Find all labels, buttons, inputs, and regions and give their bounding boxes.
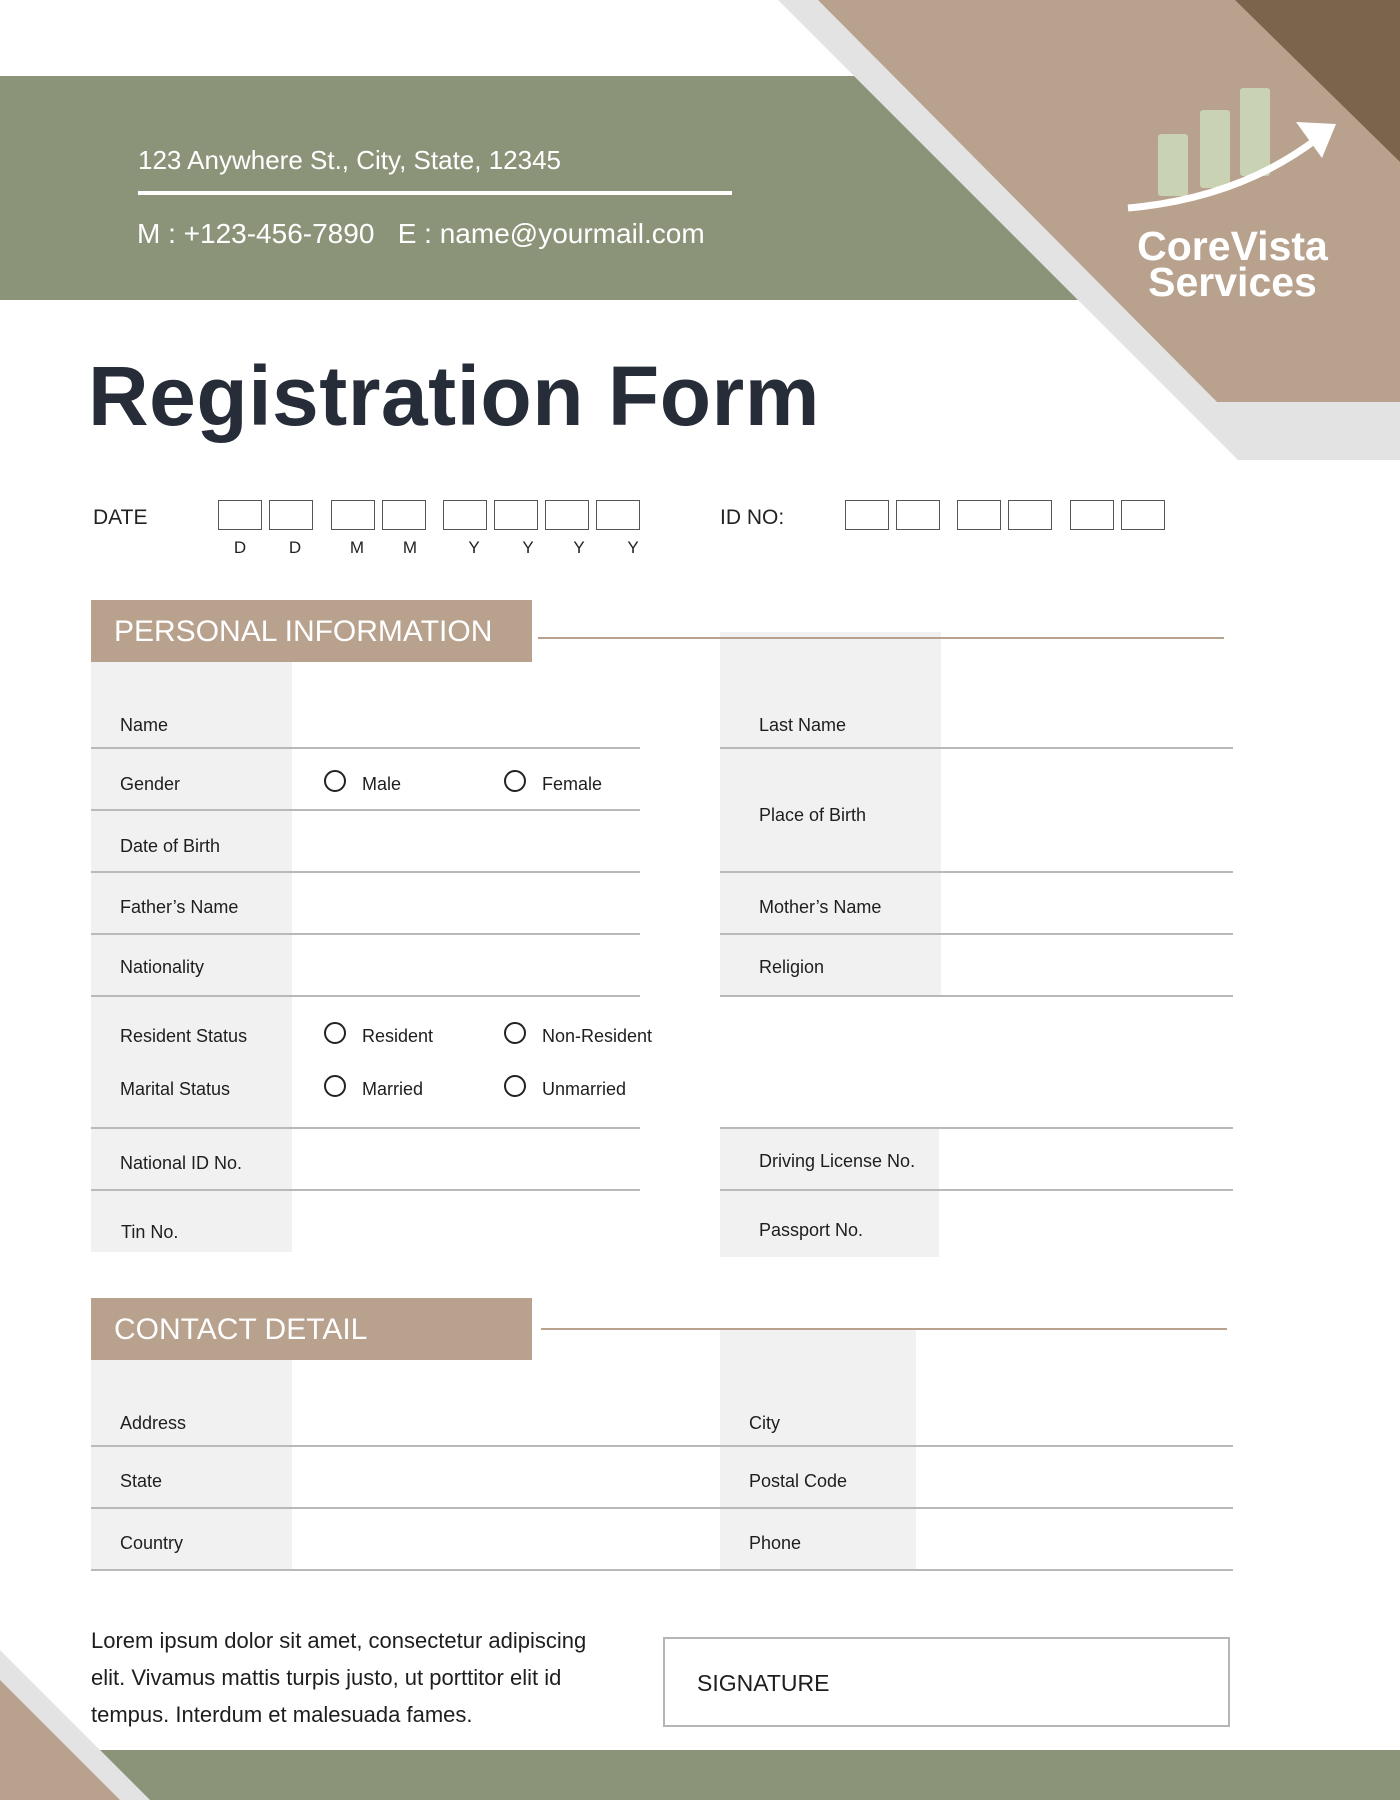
id-box-4[interactable] <box>1008 500 1052 530</box>
non-resident-option: Non-Resident <box>542 1026 653 1046</box>
logo-name-line2: Services <box>1148 259 1317 305</box>
non-resident-radio[interactable] <box>504 1022 526 1044</box>
field-underline <box>91 1445 1233 1447</box>
date-month-box-2[interactable] <box>382 500 426 530</box>
passport-input[interactable] <box>939 1200 1233 1252</box>
date-box-hint: D <box>288 538 302 557</box>
disclaimer-text: Lorem ipsum dolor sit amet, consectetur adipiscing elit. Vivamus mattis turpis justo, ut porttitor elit id tempus. Interdum et malesuada fames. <box>91 1628 587 1727</box>
address-input[interactable] <box>292 1398 720 1444</box>
bar-chart-growth-arrow-icon <box>1120 80 1350 220</box>
gender-female-option: Female <box>542 774 603 794</box>
date-year-box-1[interactable] <box>443 500 487 530</box>
field-underline <box>91 871 640 873</box>
national-id-input[interactable] <box>292 1138 640 1188</box>
resident-radio[interactable] <box>324 1022 346 1044</box>
mothers-name-label: Mother’s Name <box>759 897 882 917</box>
date-box-hint: M <box>349 538 365 557</box>
nationality-input[interactable] <box>292 944 640 994</box>
id-box-1[interactable] <box>845 500 889 530</box>
driving-license-label: Driving License No. <box>759 1151 916 1171</box>
date-day-box-2[interactable] <box>269 500 313 530</box>
date-box-hint: D <box>233 538 247 557</box>
phone-input[interactable] <box>916 1518 1233 1568</box>
field-underline <box>91 933 640 935</box>
date-box-hint: Y <box>627 538 639 557</box>
field-underline <box>91 1569 1233 1571</box>
id-box-6[interactable] <box>1121 500 1165 530</box>
signature-label: SIGNATURE <box>697 1670 830 1696</box>
gender-female-radio[interactable] <box>504 770 526 792</box>
field-underline <box>91 747 640 749</box>
postal-code-label: Postal Code <box>749 1471 848 1491</box>
footer-band <box>0 1750 1400 1800</box>
id-box-2[interactable] <box>896 500 940 530</box>
field-underline <box>91 1127 640 1129</box>
name-input[interactable] <box>292 700 640 746</box>
date-of-birth-input[interactable] <box>292 820 640 870</box>
married-option: Married <box>362 1079 424 1099</box>
date-box-hint: Y <box>468 538 480 557</box>
national-id-label: National ID No. <box>120 1153 243 1173</box>
field-underline <box>720 871 1233 873</box>
section-heading-personal: PERSONAL INFORMATION <box>91 600 532 662</box>
fathers-name-label: Father’s Name <box>120 897 239 917</box>
field-underline <box>720 747 1233 749</box>
country-input[interactable] <box>292 1518 720 1568</box>
date-of-birth-label: Date of Birth <box>120 836 221 856</box>
field-underline <box>91 1189 640 1191</box>
date-box-hint: M <box>402 538 418 557</box>
section-rule <box>538 637 1224 639</box>
gender-male-radio[interactable] <box>324 770 346 792</box>
married-radio[interactable] <box>324 1075 346 1097</box>
date-year-box-3[interactable] <box>545 500 589 530</box>
date-day-box-1[interactable] <box>218 500 262 530</box>
name-label: Name <box>120 715 169 735</box>
date-box-hint: Y <box>573 538 585 557</box>
tin-input[interactable] <box>292 1200 640 1252</box>
nationality-label: Nationality <box>120 957 205 977</box>
section-rule <box>541 1328 1227 1330</box>
place-of-birth-label: Place of Birth <box>759 805 867 825</box>
state-input[interactable] <box>292 1456 720 1506</box>
date-month-box-1[interactable] <box>331 500 375 530</box>
header-address: 123 Anywhere St., City, State, 12345 <box>138 145 561 175</box>
field-underline <box>91 995 640 997</box>
field-underline <box>720 995 1233 997</box>
field-underline <box>91 809 640 811</box>
postal-code-input[interactable] <box>916 1456 1233 1506</box>
mothers-name-input[interactable] <box>941 882 1233 932</box>
state-label: State <box>120 1471 163 1491</box>
date-year-box-2[interactable] <box>494 500 538 530</box>
logo-name-line1: CoreVista <box>1137 223 1328 269</box>
unmarried-radio[interactable] <box>504 1075 526 1097</box>
gender-label: Gender <box>120 774 181 794</box>
last-name-input[interactable] <box>941 700 1233 746</box>
unmarried-option: Unmarried <box>542 1079 627 1099</box>
city-input[interactable] <box>916 1398 1233 1444</box>
id-box-3[interactable] <box>957 500 1001 530</box>
gender-male-option: Male <box>362 774 402 794</box>
header-divider <box>138 191 732 195</box>
fathers-name-input[interactable] <box>292 882 640 932</box>
field-underline <box>91 1507 1233 1509</box>
id-box-5[interactable] <box>1070 500 1114 530</box>
address-label: Address <box>120 1413 187 1433</box>
phone-label: Phone <box>749 1533 802 1553</box>
id-number-label: ID NO: <box>720 506 785 529</box>
marital-status-label: Marital Status <box>120 1079 231 1099</box>
place-of-birth-input[interactable] <box>941 760 1233 870</box>
page-title: Registration Form <box>88 349 820 443</box>
religion-label: Religion <box>759 957 825 977</box>
field-underline <box>720 1189 1233 1191</box>
passport-label: Passport No. <box>759 1220 864 1240</box>
driving-license-input[interactable] <box>939 1138 1233 1188</box>
religion-input[interactable] <box>941 944 1233 994</box>
header-contact: M : +123-456-7890 E : name@yourmail.com <box>137 218 705 249</box>
section-heading-contact: CONTACT DETAIL <box>91 1298 532 1360</box>
country-label: Country <box>120 1533 184 1553</box>
date-box-hint: Y <box>522 538 534 557</box>
date-label: DATE <box>93 506 148 529</box>
tin-label: Tin No. <box>121 1222 179 1242</box>
city-label: City <box>749 1413 780 1433</box>
resident-option: Resident <box>362 1026 434 1046</box>
field-underline <box>720 933 1233 935</box>
last-name-label: Last Name <box>759 715 847 735</box>
field-underline <box>720 1127 1233 1129</box>
resident-status-label: Resident Status <box>120 1026 248 1046</box>
date-year-box-4[interactable] <box>596 500 640 530</box>
